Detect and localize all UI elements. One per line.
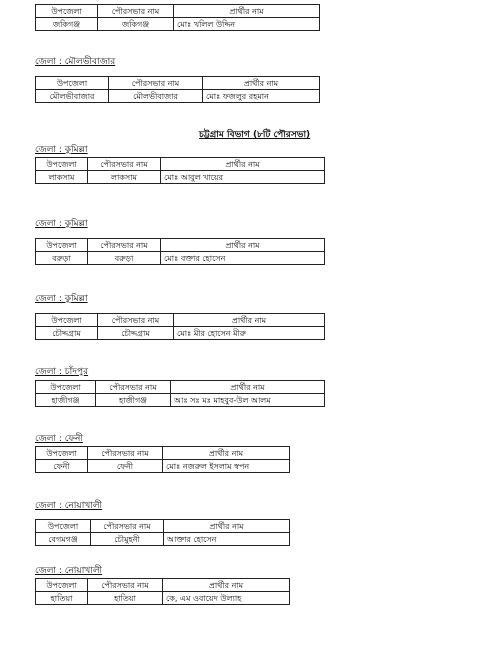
cell-candidate: মোঃ নজরুল ইসলাম স্বপন <box>163 460 290 473</box>
cell-pourashava: হাজীগঞ্জ <box>96 394 171 407</box>
header-pourashava: পৌরসভার নাম <box>88 579 163 592</box>
table-row <box>36 327 325 340</box>
district-heading: জেলা : চাঁদপুর <box>35 367 89 377</box>
division-heading: চট্টগ্রাম বিভাগ (৮টি পৌরসভা) <box>199 130 311 140</box>
cell-upazila: হাতিয়া <box>36 592 88 605</box>
table-row <box>36 18 320 31</box>
result-table-block-4 <box>35 313 325 340</box>
header-upazila: উপজেলা <box>36 579 88 592</box>
table-header-row <box>36 5 320 18</box>
cell-upazila: চৌদ্দগ্রাম <box>36 327 98 340</box>
result-table <box>35 313 325 340</box>
cell-candidate: কে, এম ওবায়েদ উল্যাহ <box>163 592 290 605</box>
table-header-row <box>36 520 290 533</box>
header-candidate: প্রার্থীর নাম <box>171 381 325 394</box>
result-table-block-0 <box>35 4 320 31</box>
result-table-block-1 <box>35 76 320 103</box>
cell-pourashava: ফেনী <box>88 460 163 473</box>
result-table <box>35 446 290 473</box>
district-heading: জেলা : মৌলভীবাজার <box>35 57 116 67</box>
header-upazila: উপজেলা <box>36 447 88 460</box>
table-header-row <box>36 77 320 90</box>
cell-candidate: মোঃ আবুল খায়ের <box>161 171 325 184</box>
district-heading: জেলা : কুমিল্লা <box>35 219 88 229</box>
header-pourashava: পৌরসভার নাম <box>98 5 174 18</box>
table-row <box>36 171 325 184</box>
table-header-row <box>36 239 325 252</box>
result-table <box>35 578 290 605</box>
table-row <box>36 533 290 546</box>
cell-candidate: মোঃ ফজলুর রহমান <box>203 90 320 103</box>
header-candidate: প্রার্থীর নাম <box>163 579 290 592</box>
table-row <box>36 394 325 407</box>
cell-candidate: আঃ সঃ মঃ মাহবুব-উল আলম <box>171 394 325 407</box>
cell-candidate: মোঃ খলিল উদ্দিন <box>174 18 320 31</box>
header-candidate: প্রার্থীর নাম <box>174 5 320 18</box>
result-table-block-2 <box>35 157 325 184</box>
header-pourashava: পৌরসভার নাম <box>91 520 164 533</box>
district-heading: জেলা : কুমিল্লা <box>35 145 88 155</box>
table-header-row <box>36 447 290 460</box>
cell-upazila: বেগমগঞ্জ <box>36 533 91 546</box>
header-pourashava: পৌরসভার নাম <box>88 239 161 252</box>
result-table-block-8 <box>35 578 290 605</box>
header-candidate: প্রার্থীর নাম <box>174 314 325 327</box>
header-upazila: উপজেলা <box>36 314 98 327</box>
header-pourashava: পৌরসভার নাম <box>96 381 171 394</box>
table-header-row <box>36 314 325 327</box>
header-upazila: উপজেলা <box>36 158 88 171</box>
result-table-block-6 <box>35 446 290 473</box>
cell-candidate: আক্তার হোসেন <box>164 533 290 546</box>
result-table <box>35 157 325 184</box>
table-row <box>36 90 320 103</box>
table-row <box>36 252 325 265</box>
header-candidate: প্রার্থীর নাম <box>163 447 290 460</box>
cell-upazila: জকিগঞ্জ <box>36 18 98 31</box>
cell-upazila: বরুড়া <box>36 252 88 265</box>
cell-candidate: মোঃ মীর হোসেন মীরু <box>174 327 325 340</box>
header-pourashava: পৌরসভার নাম <box>88 447 163 460</box>
district-heading: জেলা : কুমিল্লা <box>35 294 88 304</box>
table-header-row <box>36 158 325 171</box>
cell-upazila: মৌলভীবাজার <box>36 90 109 103</box>
result-table <box>35 238 325 265</box>
district-heading: জেলা : ফেনী <box>35 434 83 444</box>
table-header-row <box>36 381 325 394</box>
header-candidate: প্রার্থীর নাম <box>161 239 325 252</box>
header-pourashava: পৌরসভার নাম <box>98 314 174 327</box>
table-header-row <box>36 579 290 592</box>
result-table <box>35 380 325 407</box>
header-pourashava: পৌরসভার নাম <box>109 77 203 90</box>
cell-pourashava: মৌলভীবাজার <box>109 90 203 103</box>
header-candidate: প্রার্থীর নাম <box>203 77 320 90</box>
district-heading: জেলা : নোয়াখালী <box>35 501 103 511</box>
result-table <box>35 4 320 31</box>
header-candidate: প্রার্থীর নাম <box>161 158 325 171</box>
cell-upazila: লাকসাম <box>36 171 88 184</box>
cell-pourashava: চৌদ্দগ্রাম <box>98 327 174 340</box>
header-upazila: উপজেলা <box>36 5 98 18</box>
cell-pourashava: হাতিয়া <box>88 592 163 605</box>
district-heading: জেলা : নোয়াখালী <box>35 566 103 576</box>
result-table-block-7 <box>35 519 290 546</box>
header-upazila: উপজেলা <box>36 77 109 90</box>
header-upazila: উপজেলা <box>36 520 91 533</box>
cell-pourashava: চৌমুহনী <box>91 533 164 546</box>
header-candidate: প্রার্থীর নাম <box>164 520 290 533</box>
cell-pourashava: বরুড়া <box>88 252 161 265</box>
result-table-block-5 <box>35 380 325 407</box>
header-pourashava: পৌরসভার নাম <box>88 158 161 171</box>
cell-candidate: মোঃ বক্তার হোসেন <box>161 252 325 265</box>
result-table <box>35 519 290 546</box>
result-table-block-3 <box>35 238 325 265</box>
result-table <box>35 76 320 103</box>
cell-pourashava: লাকসাম <box>88 171 161 184</box>
table-row <box>36 460 290 473</box>
header-upazila: উপজেলা <box>36 381 96 394</box>
table-row <box>36 592 290 605</box>
cell-upazila: ফেনী <box>36 460 88 473</box>
header-upazila: উপজেলা <box>36 239 88 252</box>
cell-upazila: হাজীগঞ্জ <box>36 394 96 407</box>
cell-pourashava: জকিগঞ্জ <box>98 18 174 31</box>
